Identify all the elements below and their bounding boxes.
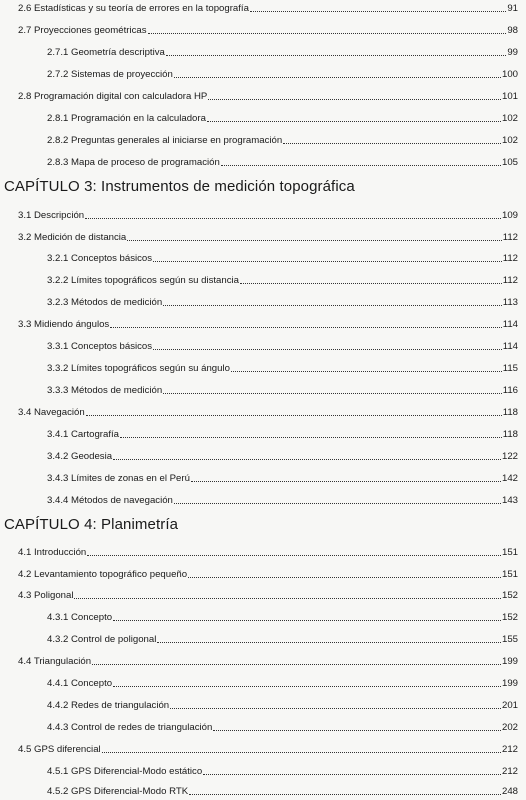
toc-entry-title: 3.4.2 Geodesia [47, 451, 113, 462]
toc-entry-page: 118 [502, 429, 518, 440]
toc-entry [47, 341, 518, 353]
leader-dots [127, 240, 501, 241]
toc-entry-page: 114 [502, 341, 518, 352]
toc-entry [47, 253, 518, 265]
toc-entry [18, 232, 518, 244]
toc-entry-page: 199 [501, 656, 518, 667]
toc-entry-title: 4.4.3 Control de redes de triangulación [47, 722, 213, 733]
toc-entry [18, 407, 518, 419]
leader-dots [74, 598, 501, 599]
toc-entry-page: 202 [501, 722, 518, 733]
leader-dots [163, 305, 502, 306]
toc-entry-title: 3.3.3 Métodos de medición [47, 385, 163, 396]
toc-entry-title: 4.5 GPS diferencial [18, 744, 101, 755]
toc-entry-title: 3.4 Navegación [18, 407, 85, 418]
toc-entry-title: 4.3.1 Concepto [47, 612, 113, 623]
toc-entry [47, 113, 518, 125]
toc-entry-page: 118 [502, 407, 518, 418]
toc-entry [18, 3, 518, 15]
toc-entry-page: 248 [501, 786, 518, 797]
leader-dots [113, 620, 501, 621]
toc-entry [18, 569, 518, 581]
toc-entry-page: 143 [501, 495, 518, 506]
toc-entry-page: 91 [507, 3, 518, 14]
leader-dots [231, 371, 502, 372]
toc-entry-title: 2.8.2 Preguntas generales al iniciarse en programación [47, 135, 283, 146]
toc-entry [47, 363, 518, 375]
toc-entry [47, 495, 518, 507]
toc-entry-title: 2.8 Programación digital con calculadora HP [18, 91, 208, 102]
toc-entry-title: 3.3 Midiendo ángulos [18, 319, 110, 330]
toc-entry-title: 3.2.2 Límites topográficos según su distancia [47, 275, 239, 286]
toc-entry [47, 700, 518, 712]
toc-entry-title: 3.4.1 Cartografía [47, 429, 119, 440]
toc-entry-page: 199 [501, 678, 518, 689]
toc-entry-title: 3.4.4 Métodos de navegación [47, 495, 173, 506]
toc-entry [47, 157, 518, 169]
toc-entry-title: 4.4 Triangulación [18, 656, 92, 667]
toc-entry-page: 155 [501, 634, 518, 645]
leader-dots [208, 99, 501, 100]
leader-dots [283, 143, 501, 144]
toc-entry-title: 3.4.3 Límites de zonas en el Perú [47, 473, 190, 484]
toc-entry-title: 4.4.2 Redes de triangulación [47, 700, 170, 711]
toc-entry-title: 3.3.1 Conceptos básicos [47, 341, 153, 352]
toc-entry-title: 4.4.1 Concepto [47, 678, 113, 689]
toc-entry-page: 122 [501, 451, 518, 462]
chapter-heading: CAPÍTULO 4: Planimetría [4, 516, 179, 533]
toc-entry [18, 25, 518, 37]
toc-entry-title: 2.8.1 Programación en la calculadora [47, 113, 206, 124]
toc-entry [47, 722, 518, 734]
leader-dots [86, 415, 502, 416]
leader-dots [148, 33, 507, 34]
toc-entry-page: 152 [501, 590, 518, 601]
leader-dots [189, 794, 501, 795]
toc-entry-title: 3.2.3 Métodos de medición [47, 297, 163, 308]
toc-entry-page: 212 [501, 766, 518, 777]
leader-dots [85, 218, 501, 219]
leader-dots [113, 459, 501, 460]
toc-entry-title: 3.3.2 Límites topográficos según su ángulo [47, 363, 230, 374]
toc-entry [47, 473, 518, 485]
leader-dots [157, 642, 501, 643]
toc-entry-page: 100 [501, 69, 518, 80]
toc-entry [47, 678, 518, 690]
chapter-heading: CAPÍTULO 3: Instrumentos de medición topográfica [4, 178, 355, 195]
toc-entry [47, 451, 518, 463]
toc-entry [47, 69, 518, 81]
leader-dots [250, 11, 506, 12]
toc-entry-page: 201 [501, 700, 518, 711]
toc-entry-title: 3.2 Medición de distancia [18, 232, 127, 243]
leader-dots [170, 708, 501, 709]
toc-entry-page: 112 [502, 253, 518, 264]
toc-entry [47, 786, 518, 798]
toc-entry [18, 91, 518, 103]
toc-entry [47, 766, 518, 778]
leader-dots [174, 77, 501, 78]
toc-entry [18, 744, 518, 756]
leader-dots [213, 730, 501, 731]
toc-entry [47, 385, 518, 397]
leader-dots [120, 437, 502, 438]
toc-entry [18, 547, 518, 559]
toc-entry-title: 4.5.2 GPS Diferencial-Modo RTK [47, 786, 189, 797]
toc-entry-page: 112 [502, 275, 518, 286]
toc-entry-page: 142 [501, 473, 518, 484]
leader-dots [188, 577, 501, 578]
leader-dots [163, 393, 502, 394]
toc-entry-title: 4.2 Levantamiento topográfico pequeño [18, 569, 188, 580]
toc-entry [47, 634, 518, 646]
toc-entry-title: 3.2.1 Conceptos básicos [47, 253, 153, 264]
leader-dots [240, 283, 502, 284]
toc-entry-page: 99 [507, 47, 518, 58]
toc-entry-page: 102 [501, 113, 518, 124]
leader-dots [87, 555, 501, 556]
toc-entry-page: 116 [502, 385, 518, 396]
toc-entry-page: 98 [507, 25, 518, 36]
leader-dots [92, 664, 501, 665]
leader-dots [191, 481, 501, 482]
toc-entry-page: 109 [501, 210, 518, 221]
toc-entry [47, 275, 518, 287]
toc-entry-page: 152 [501, 612, 518, 623]
toc-entry-title: 4.3.2 Control de poligonal [47, 634, 157, 645]
toc-entry [18, 210, 518, 222]
leader-dots [203, 774, 501, 775]
toc-entry-page: 101 [501, 91, 518, 102]
toc-entry-title: 4.1 Introducción [18, 547, 87, 558]
leader-dots [207, 121, 501, 122]
toc-entry-title: 3.1 Descripción [18, 210, 85, 221]
toc-entry-title: 2.8.3 Mapa de proceso de programación [47, 157, 220, 168]
toc-entry [47, 612, 518, 624]
leader-dots [174, 503, 501, 504]
toc-entry-title: 4.3 Poligonal [18, 590, 74, 601]
leader-dots [221, 165, 501, 166]
leader-dots [110, 327, 501, 328]
toc-entry [47, 47, 518, 59]
toc-entry-page: 102 [501, 135, 518, 146]
leader-dots [166, 55, 506, 56]
toc-entry-title: 2.7 Proyecciones geométricas [18, 25, 147, 36]
toc-entry [47, 429, 518, 441]
toc-entry [18, 590, 518, 602]
leader-dots [113, 686, 501, 687]
toc-entry [18, 319, 518, 331]
leader-dots [153, 349, 502, 350]
toc-entry [18, 656, 518, 668]
toc-entry [47, 135, 518, 147]
toc-entry-page: 115 [502, 363, 518, 374]
toc-entry-title: 2.6 Estadísticas y su teoría de errores en la topografía [18, 3, 249, 14]
toc-entry-page: 212 [501, 744, 518, 755]
toc-entry-title: 4.5.1 GPS Diferencial-Modo estático [47, 766, 203, 777]
toc-entry-page: 112 [502, 232, 518, 243]
toc-entry-title: 2.7.2 Sistemas de proyección [47, 69, 173, 80]
toc-entry-page: 113 [502, 297, 518, 308]
toc-entry-page: 151 [501, 547, 518, 558]
toc-entry-page: 151 [501, 569, 518, 580]
toc-entry [47, 297, 518, 309]
toc-entry-title: 2.7.1 Geometría descriptiva [47, 47, 165, 58]
leader-dots [102, 752, 501, 753]
toc-entry-page: 105 [501, 157, 518, 168]
leader-dots [153, 261, 502, 262]
toc-entry-page: 114 [502, 319, 518, 330]
